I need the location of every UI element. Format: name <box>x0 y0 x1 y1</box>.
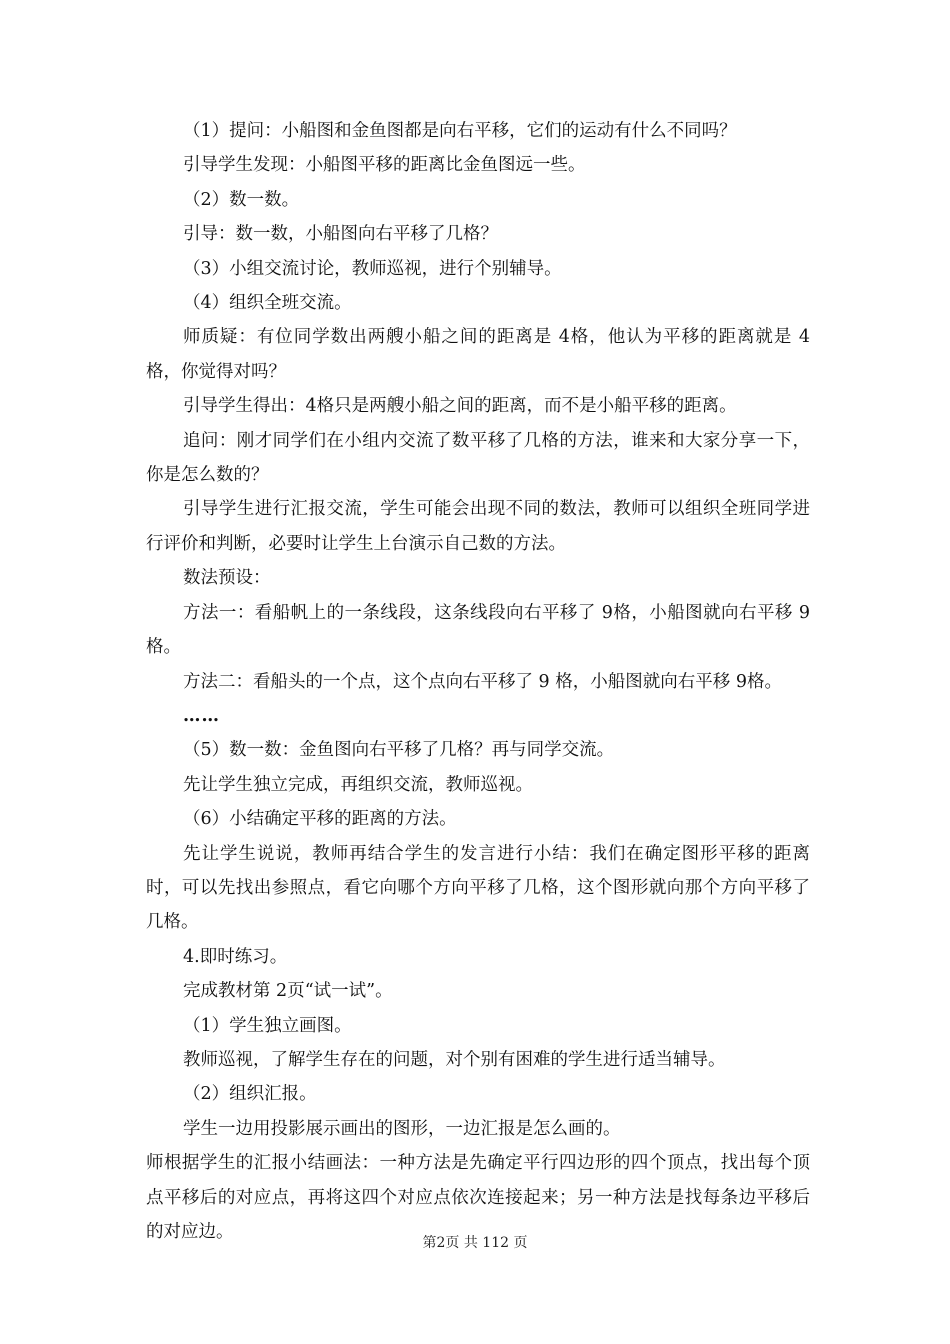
paragraph: （1）学生独立画图。 <box>183 1015 352 1036</box>
paragraph: （5）数一数：金鱼图向右平移了几格？再与同学交流。 <box>183 740 615 761</box>
paragraph: 数法预设： <box>183 568 271 589</box>
page-footer: 第2页 共 112 页 <box>422 1235 528 1251</box>
paragraph: （2）组织汇报。 <box>183 1084 317 1105</box>
section-heading: 4.即时练习。 <box>183 946 288 967</box>
ellipsis-line: …… <box>183 705 220 726</box>
paragraph: （3）小组交流讨论，教师巡视，进行个别辅导。 <box>183 258 562 279</box>
paragraph: （6）小结确定平移的距离的方法。 <box>183 809 457 830</box>
paragraph: 先让学生独立完成，再组织交流，教师巡视。 <box>183 774 533 795</box>
paragraph: （1）提问：小船图和金鱼图都是向右平移，它们的运动有什么不同吗？ <box>183 121 737 141</box>
paragraph: 方法一：看船帆上的一条线段，这条线段向右平移了 9格，小船图就向右平移 9格。 <box>146 602 810 658</box>
paragraph: 引导：数一数，小船图向右平移了几格？ <box>183 224 498 245</box>
paragraph: 引导学生发现：小船图平移的距离比金鱼图远一些。 <box>183 155 586 176</box>
paragraph: 引导学生得出：4格只是两艘小船之间的距离，而不是小船平移的距离。 <box>183 396 737 417</box>
paragraph: 师质疑：有位同学数出两艘小船之间的距离是 4格，他认为平移的距离就是 4格，你觉得对吗？ <box>146 327 810 382</box>
paragraph: 完成教材第 2页“试一试”。 <box>183 981 393 1002</box>
paragraph: 教师巡视，了解学生存在的问题，对个别有困难的学生进行适当辅导。 <box>183 1049 726 1070</box>
paragraph: 方法二：看船头的一个点，这个点向右平移了 9 格，小船图就向右平移 9格。 <box>183 671 782 692</box>
paragraph: 引导学生进行汇报交流，学生可能会出现不同的数法，教师可以组织全班同学进行评价和判断，必要时让学生上台演示自己数的方法。 <box>146 499 810 554</box>
paragraph: 学生一边用投影展示画出的图形，一边汇报是怎么画的。 <box>183 1118 621 1139</box>
paragraph: 追问：刚才同学们在小组内交流了数平移了几格的方法，谁来和大家分享一下，你是怎么数的？ <box>146 430 810 486</box>
document-body <box>146 114 810 1249</box>
paragraph: （4）组织全班交流。 <box>183 293 352 314</box>
paragraph: 先让学生说说，教师再结合学生的发言进行小结：我们在确定图形平移的距离时，可以先找出参照点，看它向哪个方向平移了几格，这个图形就向那个方向平移了几格。 <box>146 843 810 933</box>
paragraph: 师根据学生的汇报小结画法：一种方法是先确定平行四边形的四个顶点，找出每个顶点平移后的对应点，再将这四个对应点依次连接起来；另一种方法是找每条边平移后的对应边。 <box>146 1153 810 1242</box>
paragraph: （2）数一数。 <box>183 189 300 210</box>
